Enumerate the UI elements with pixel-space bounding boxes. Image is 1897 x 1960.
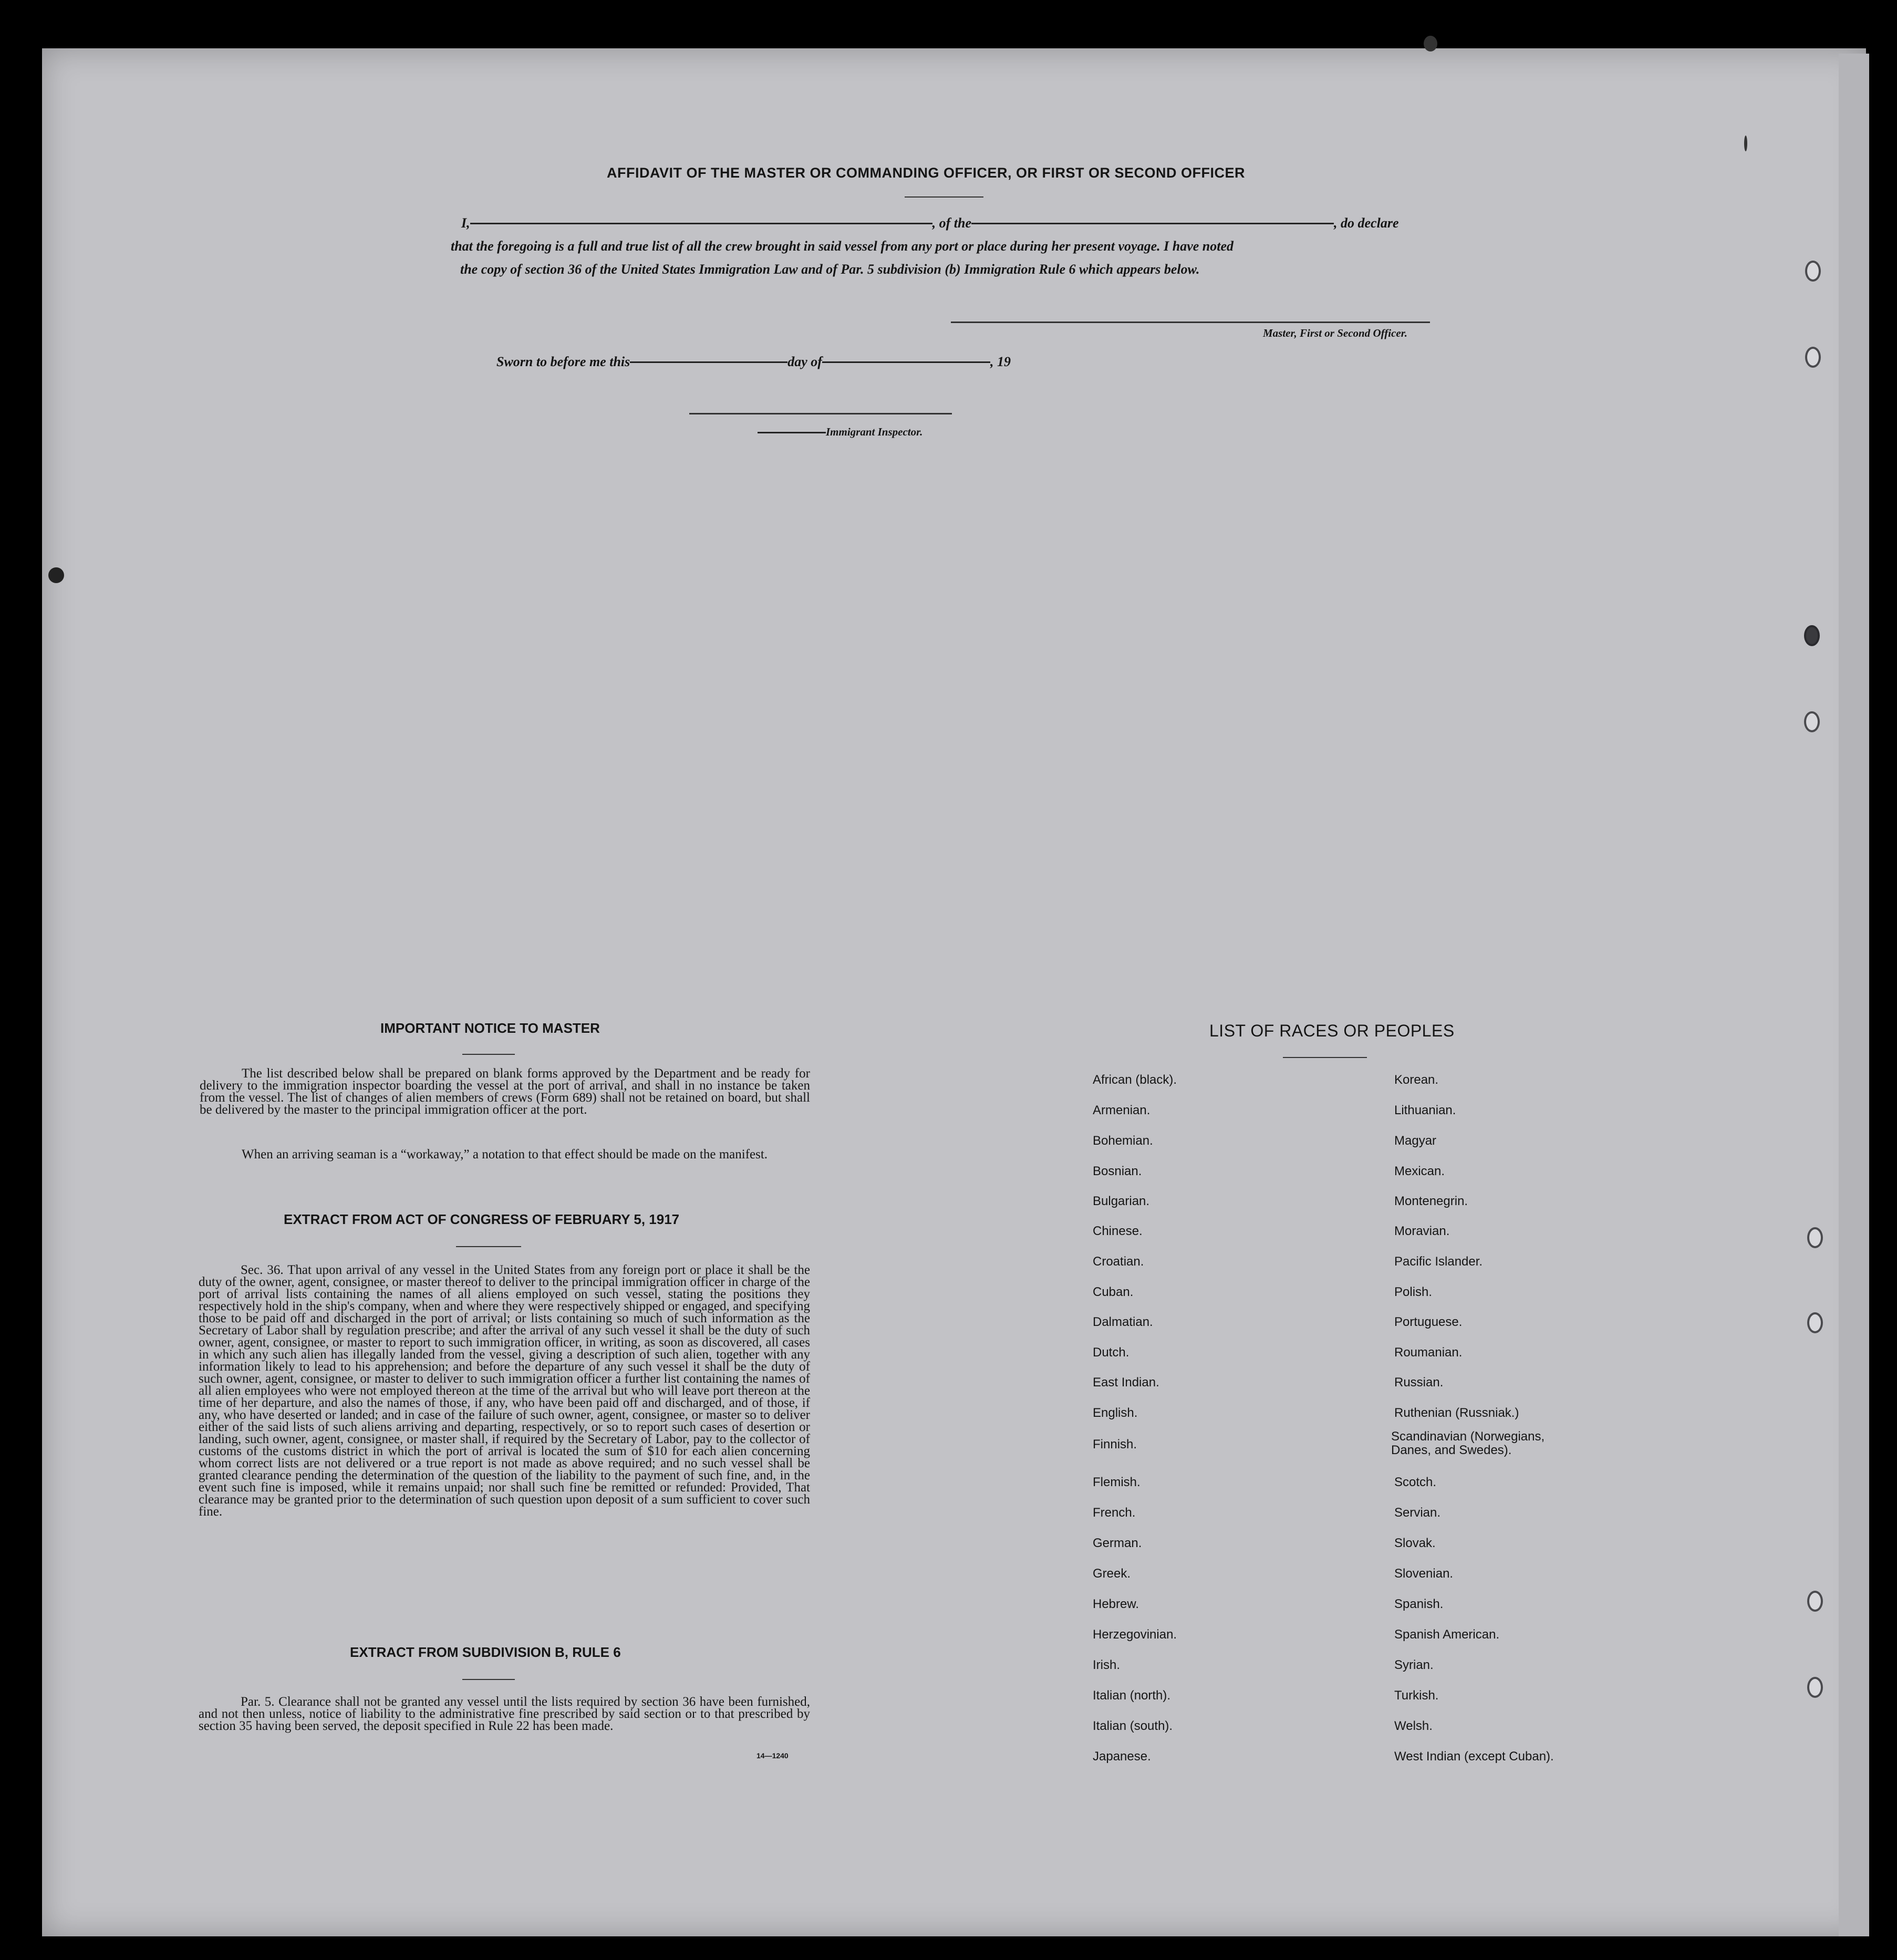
race-list-item: French. <box>1093 1506 1136 1520</box>
punch-hole-icon <box>1807 1677 1823 1698</box>
race-list-item: Lithuanian. <box>1394 1103 1456 1117</box>
rule-extract-title: EXTRACT FROM SUBDIVISION B, RULE 6 <box>350 1644 621 1660</box>
races-divider <box>1283 1057 1367 1058</box>
race-list-item: German. <box>1093 1536 1142 1550</box>
race-list-item: Bosnian. <box>1093 1164 1142 1178</box>
punch-hole-icon <box>1805 347 1821 368</box>
scan-speck <box>1744 136 1747 151</box>
punch-hole-icon <box>1805 261 1821 282</box>
races-title: LIST OF RACES OR PEOPLES <box>1209 1021 1455 1040</box>
race-list-item: Moravian. <box>1394 1224 1450 1238</box>
race-list-item: Bohemian. <box>1093 1134 1153 1148</box>
race-list-item: Chinese. <box>1093 1224 1143 1238</box>
affidavit-line-1 <box>461 215 1398 231</box>
inspector-signature-line[interactable] <box>689 413 952 414</box>
sworn-day-field[interactable] <box>630 361 787 363</box>
race-list-item: African (black). <box>1093 1073 1177 1087</box>
sworn-line <box>496 354 1011 370</box>
scanned-form-sheet <box>42 48 1866 1936</box>
race-list-item: Herzegovinian. <box>1093 1627 1177 1642</box>
race-list-item: Irish. <box>1093 1658 1121 1672</box>
race-list-item: Finnish. <box>1093 1437 1137 1451</box>
i-label: I, <box>461 215 470 231</box>
race-list-item: Korean. <box>1394 1073 1439 1087</box>
signature-caption: Master, First or Second Officer. <box>1263 327 1407 339</box>
race-list-item: Dalmatian. <box>1093 1315 1153 1329</box>
race-list-item: Bulgarian. <box>1093 1194 1150 1208</box>
race-list-item: West Indian (except Cuban). <box>1394 1749 1554 1764</box>
race-list-item: Russian. <box>1394 1375 1444 1389</box>
race-list-item: Italian (south). <box>1093 1719 1173 1733</box>
race-list-item: Syrian. <box>1394 1658 1434 1672</box>
race-list-item: Slovak. <box>1394 1536 1436 1550</box>
race-list-item: Slovenian. <box>1394 1567 1454 1581</box>
rule-divider <box>462 1679 515 1680</box>
race-list-item: Pacific Islander. <box>1394 1254 1483 1269</box>
do-declare-label: , do declare <box>1334 215 1399 231</box>
race-list-item: English. <box>1093 1406 1138 1420</box>
race-list-item: Croatian. <box>1093 1254 1144 1269</box>
race-list-item: Spanish. <box>1394 1597 1444 1611</box>
race-list-item: Japanese. <box>1093 1749 1151 1764</box>
race-list-item: Roumanian. <box>1394 1345 1463 1360</box>
scan-speck <box>1424 36 1437 51</box>
race-list-item: East Indian. <box>1093 1375 1159 1389</box>
scan-speck <box>48 567 64 583</box>
notice-paragraph-1: The list described below shall be prepared on blank forms approved by the Department and be ready for delivery to the immigration inspector boarding the vessel at the port of arrival, and shall in no instance be taken from the vessel. The list of changes of alien members of crews (Form 689) shall not be retained on board, but shall be delivered by the master to the principal immigration officer at the port. <box>200 1066 810 1117</box>
act-extract-text: Sec. 36. That upon arrival of any vessel in the United States from any foreign port or place it shall be the duty of the owner, agent, consignee, or master thereof to deliver to the principal immigration officer in charge of the port of arrival lists containing the names of all aliens employed on such vessel, stating the positions they respectively hold in the ship's company, when and where they were respectively shipped or engaged, and specifying those to be paid off and discharged in the port of arrival; or lists containing so much of such information as the Secretary of Labor shall by regulation prescribe; and after the arrival of any such vessel it shall be the duty of such owner, agent, consignee, or master to report to such immigration officer, in writing, as soon as discovered, all cases in which any such alien has illegally landed from the vessel, giving a description of such alien, together with any information likely to lead to his apprehension; and before the departure of any such vessel it shall be the duty of such owner, agent, consignee, or master to deliver to such immigration officer a further list containing the names of all alien employees who were not employed thereon at the time of the arrival but who will leave port thereon at the time of her departure, and also the names of those, if any, who have been paid off and discharged, and of those, if any, who have deserted or landed; and in case of the failure of such owner, agent, consignee, or master so to deliver either of the said lists of such aliens arriving and departing, respectively, or so to report such cases of desertion or landing, such owner, agent, consignee, or master shall, if required by the Secretary of Labor, pay to the collector of customs of the customs district in which the port of arrival is located the sum of $10 for each alien concerning whom correct lists are not delivered or a true report is not made as above required; and no such vessel shall be granted clearance pending the determination of the question of the liability to the payment of such fine, and, in the event such fine is imposed, while it remains unpaid; nor shall such fine be remitted or refunded: Provided, That clearance may be granted prior to the determination of such question upon deposit of a sum sufficient to cover such fine. <box>199 1263 810 1519</box>
race-list-item: Scandinavian (Norwegians, Danes, and Swedes). <box>1391 1429 1545 1457</box>
punch-hole-icon <box>1807 1227 1823 1248</box>
race-list-item: Scotch. <box>1394 1475 1437 1489</box>
notice-divider <box>462 1054 515 1055</box>
notice-paragraph-2: When an arriving seaman is a “workaway,” a notation to that effect should be made on the manifest. <box>242 1147 768 1162</box>
punch-hole-icon <box>1807 1312 1823 1333</box>
race-list-item: Flemish. <box>1093 1475 1141 1489</box>
notice-title: IMPORTANT NOTICE TO MASTER <box>380 1020 600 1036</box>
race-list-item: Polish. <box>1394 1285 1433 1299</box>
form-number: 14—1240 <box>756 1751 789 1760</box>
race-list-item: Armenian. <box>1093 1103 1150 1117</box>
race-list-item: Magyar <box>1394 1134 1437 1148</box>
affidavit-title: AFFIDAVIT OF THE MASTER OR COMMANDING OFFICER, OR FIRST OR SECOND OFFICER <box>607 165 1245 181</box>
title-divider <box>905 196 983 198</box>
race-list-item: Hebrew. <box>1093 1597 1139 1611</box>
day-of-label: day of <box>787 354 822 369</box>
inspector-caption: Immigrant Inspector. <box>758 426 922 439</box>
race-list-item: Turkish. <box>1394 1688 1439 1703</box>
year-prefix: , 19 <box>990 354 1011 369</box>
race-list-item: Cuban. <box>1093 1285 1134 1299</box>
sworn-month-field[interactable] <box>822 361 990 363</box>
punch-hole-icon <box>1804 625 1820 646</box>
race-list-item: Italian (north). <box>1093 1688 1171 1703</box>
punch-hole-icon <box>1804 711 1820 732</box>
declaration-line-2: that the foregoing is a full and true list of all the crew brought in said vessel from any port or place during her present voyage. I have noted <box>451 238 1234 254</box>
master-name-field[interactable] <box>470 223 932 224</box>
race-list-item: Portuguese. <box>1394 1315 1463 1329</box>
race-list-item: Ruthenian (Russniak.) <box>1394 1406 1519 1420</box>
act-divider <box>456 1246 521 1247</box>
act-extract-title: EXTRACT FROM ACT OF CONGRESS OF FEBRUARY 5, 1917 <box>284 1211 680 1227</box>
punch-hole-icon <box>1807 1591 1823 1612</box>
signature-line[interactable] <box>951 322 1430 323</box>
race-list-item: Dutch. <box>1093 1345 1129 1360</box>
race-list-item: Servian. <box>1394 1506 1441 1520</box>
race-list-item: Spanish American. <box>1394 1627 1500 1642</box>
declaration-line-3: the copy of section 36 of the United States Immigration Law and of Par. 5 subdivision (b) Immigration Rule 6 which appears below. <box>460 262 1200 277</box>
of-the-label: , of the <box>932 215 972 231</box>
rule-extract-text: Par. 5. Clearance shall not be granted any vessel until the lists required by section 36 have been furnished, and not then unless, notice of liability to the administrative fine prescribed by said section or to that prescribed by section 35 having been served, the deposit specified in Rule 22 has been made. <box>199 1695 810 1733</box>
sheet-edge <box>1839 54 1869 1936</box>
vessel-name-field[interactable] <box>971 223 1334 224</box>
sworn-prefix: Sworn to before me this <box>496 354 630 369</box>
race-list-item: Montenegrin. <box>1394 1194 1468 1208</box>
race-list-item: Mexican. <box>1394 1164 1445 1178</box>
race-list-item: Greek. <box>1093 1567 1131 1581</box>
race-list-item: Welsh. <box>1394 1719 1433 1733</box>
